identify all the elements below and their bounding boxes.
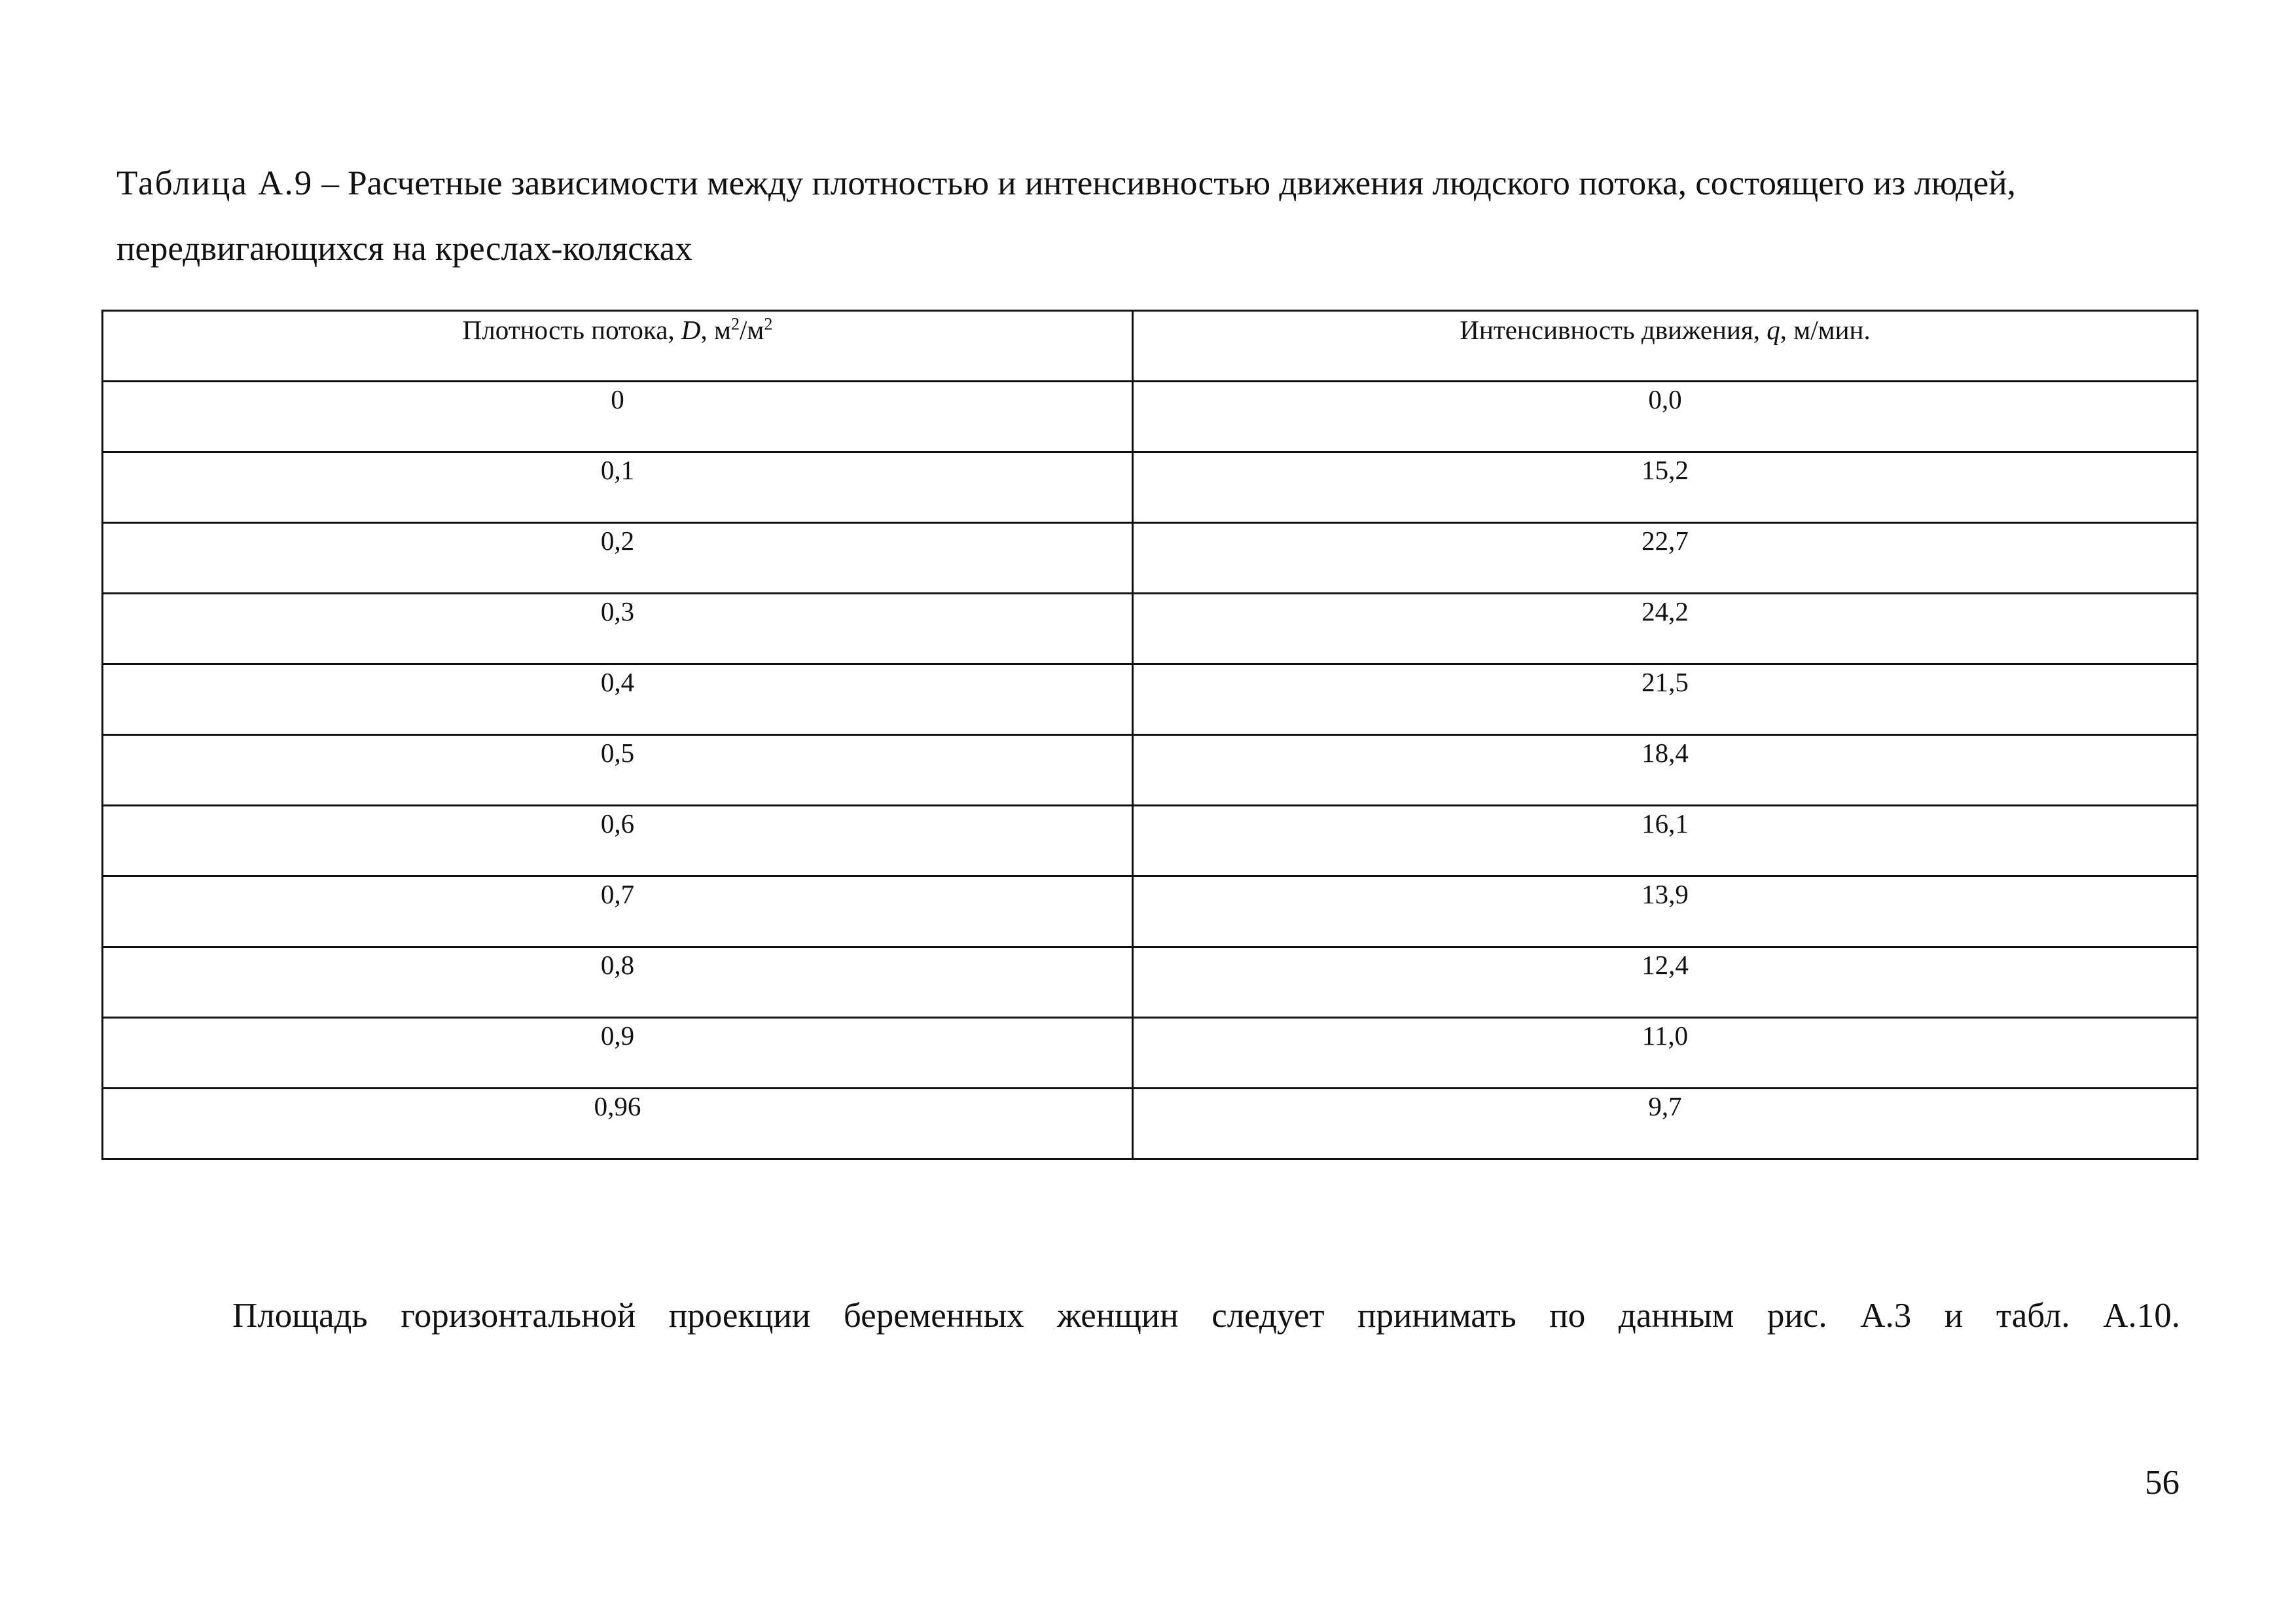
cell-density — [103, 382, 1133, 452]
header-intensity-label: Интенсивность движения, — [1460, 315, 1767, 345]
cell-intensity — [1133, 1018, 2198, 1089]
cell-density-value: 0,3 — [600, 596, 635, 626]
cell-density-value: 0,2 — [600, 526, 635, 556]
cell-intensity-value: 18,4 — [1641, 738, 1689, 768]
table-row — [103, 452, 2198, 523]
table-caption-text: – Расчетные зависимости между плотностью и интенсивностью движения людского потока, состоящего из людей, передвигающихся на креслах-колясках — [117, 164, 2016, 268]
cell-intensity-value: 9,7 — [1648, 1091, 1682, 1121]
cell-density — [103, 594, 1133, 664]
cell-density — [103, 523, 1133, 594]
cell-intensity-value: 16,1 — [1641, 808, 1689, 839]
body-paragraph: Площадь горизонтальной проекции беременных женщин следует принимать по данным рис. А.3 и табл. А.10. — [232, 1297, 2180, 1335]
cell-density-value: 0,4 — [600, 667, 635, 697]
table-row — [103, 382, 2198, 452]
cell-density-value: 0,9 — [600, 1020, 635, 1051]
cell-intensity-value: 24,2 — [1641, 596, 1689, 626]
header-density-symbol: D — [681, 315, 701, 345]
cell-density — [103, 876, 1133, 947]
table-row — [103, 664, 2198, 735]
header-intensity — [1133, 311, 2198, 382]
page-number: 56 — [2145, 1464, 2179, 1502]
cell-intensity — [1133, 664, 2198, 735]
cell-density-value: 0,5 — [600, 738, 635, 768]
table-caption — [117, 151, 2185, 281]
header-intensity-symbol: q — [1767, 315, 1780, 345]
cell-density — [103, 806, 1133, 876]
cell-density — [103, 1089, 1133, 1159]
cell-intensity — [1133, 382, 2198, 452]
cell-intensity-value: 0,0 — [1648, 384, 1682, 414]
table-row — [103, 1018, 2198, 1089]
cell-intensity — [1133, 452, 2198, 523]
cell-intensity — [1133, 947, 2198, 1018]
table-body — [103, 382, 2198, 1159]
header-density-unit-a: , м — [700, 315, 731, 345]
density-intensity-table — [101, 310, 2198, 1160]
header-density-unit-exp2: 2 — [764, 314, 773, 334]
header-density-unit-exp1: 2 — [730, 314, 740, 334]
table-row — [103, 947, 2198, 1018]
table-row — [103, 735, 2198, 806]
cell-density-value: 0,6 — [600, 808, 635, 839]
table-row — [103, 806, 2198, 876]
cell-intensity — [1133, 876, 2198, 947]
table-row — [103, 594, 2198, 664]
cell-density — [103, 664, 1133, 735]
table-caption-label: Таблица А.9 — [117, 164, 314, 202]
header-density-label: Плотность потока, — [462, 315, 681, 345]
table-row — [103, 1089, 2198, 1159]
table-row — [103, 876, 2198, 947]
cell-density-value: 0,96 — [594, 1091, 641, 1121]
cell-density — [103, 1018, 1133, 1089]
cell-density-value: 0,8 — [600, 950, 635, 980]
cell-density — [103, 947, 1133, 1018]
cell-intensity — [1133, 523, 2198, 594]
cell-intensity — [1133, 594, 2198, 664]
cell-intensity-value: 21,5 — [1641, 667, 1689, 697]
cell-intensity-value: 13,9 — [1641, 879, 1689, 909]
cell-intensity — [1133, 806, 2198, 876]
table-row — [103, 523, 2198, 594]
cell-intensity-value: 12,4 — [1641, 950, 1689, 980]
cell-density — [103, 452, 1133, 523]
cell-intensity — [1133, 735, 2198, 806]
header-intensity-unit: , м/мин. — [1780, 315, 1871, 345]
cell-intensity — [1133, 1089, 2198, 1159]
cell-density-value: 0,7 — [600, 879, 635, 909]
cell-intensity-value: 22,7 — [1641, 526, 1689, 556]
header-density — [103, 311, 1133, 382]
cell-density-value: 0 — [611, 384, 624, 414]
cell-intensity-value: 11,0 — [1641, 1020, 1689, 1051]
header-density-unit-b: /м — [739, 315, 764, 345]
table-header-row — [103, 311, 2198, 382]
cell-density-value: 0,1 — [600, 455, 635, 485]
cell-intensity-value: 15,2 — [1641, 455, 1689, 485]
cell-density — [103, 735, 1133, 806]
